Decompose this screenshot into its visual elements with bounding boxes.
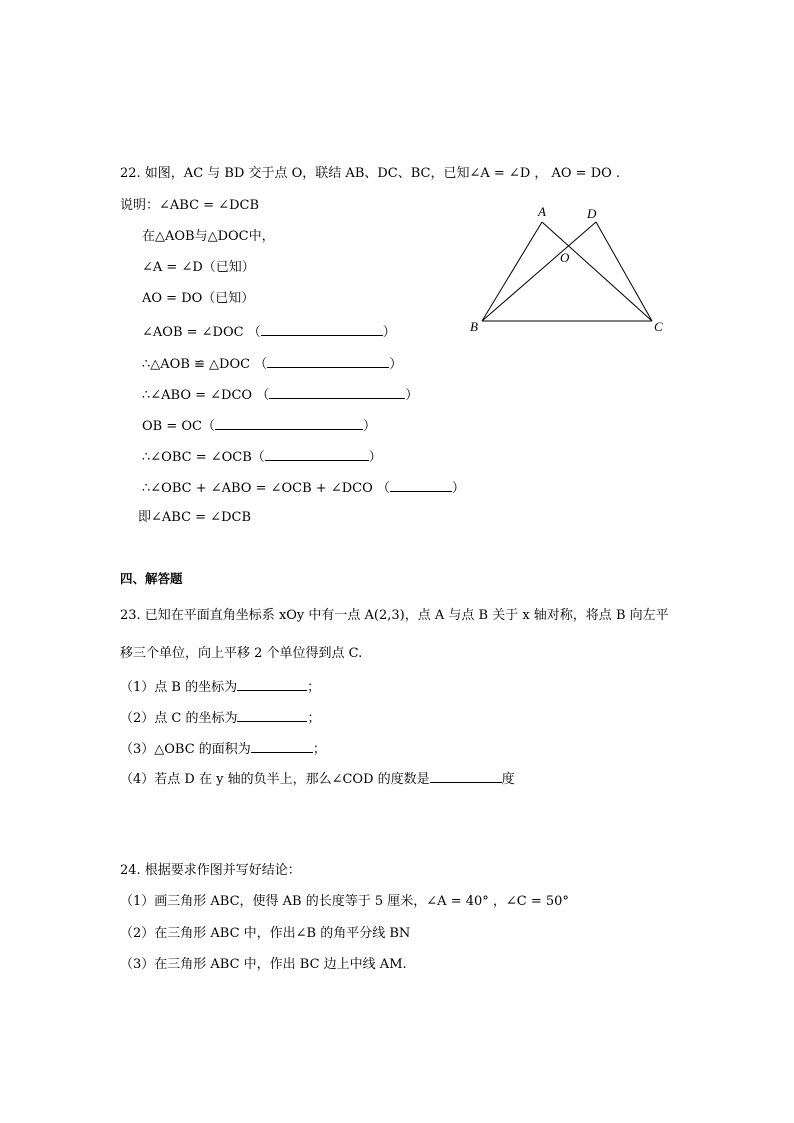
q22-step-3 — [142, 290, 254, 308]
label-A: A — [538, 204, 546, 219]
q22-step-9 — [142, 477, 465, 498]
q22-step-6 — [142, 384, 418, 405]
part-text: （3）△OBC 的面积为 — [120, 742, 251, 757]
segment-AB — [482, 222, 542, 321]
part-end: 度 — [501, 772, 515, 787]
q22-step-2 — [142, 259, 255, 277]
q24-part-2: （2）在三角形 ABC 中，作出∠B 的角平分线 BN — [120, 926, 411, 941]
segment-DB — [482, 222, 596, 321]
q23-stem-line-2: 移三个单位，向上平移 2 个单位得到点 C. — [120, 646, 363, 661]
step-text: ∠AOB = ∠DOC （ — [142, 325, 261, 340]
step-text: OB = OC（ — [142, 419, 215, 434]
part-end: ； — [307, 711, 321, 726]
answer-blank[interactable] — [237, 676, 307, 691]
q23-stem-line-1: 23. 已知在平面直角坐标系 xOy 中有一点 A(2,3)，点 A 与点 B 关于 x 轴对称，将点 B 向左平 — [120, 608, 669, 623]
step-text: 即∠ABC = ∠DCB — [138, 510, 251, 525]
step-close: ） — [368, 450, 382, 465]
label-D: D — [587, 206, 597, 221]
step-close: ） — [362, 419, 376, 434]
label-B: B — [470, 319, 478, 334]
answer-blank[interactable] — [261, 321, 383, 336]
answer-blank[interactable] — [251, 738, 313, 753]
q23-part-3 — [120, 738, 326, 759]
q24-stem: 24. 根据要求作图并写好结论： — [120, 863, 301, 878]
q23-part-2 — [120, 707, 321, 728]
step-close: ） — [382, 325, 396, 340]
part-text: （1）点 B 的坐标为 — [120, 680, 238, 695]
q22-step-8 — [142, 446, 382, 467]
answer-blank[interactable] — [215, 415, 363, 430]
label-C: C — [654, 319, 663, 334]
answer-blank[interactable] — [237, 707, 307, 722]
segment-DC — [596, 222, 652, 321]
answer-blank[interactable] — [390, 477, 452, 492]
q22-step-5 — [142, 353, 402, 374]
step-text: AO = DO（已知） — [142, 291, 255, 306]
q23-part-1 — [120, 676, 320, 697]
part-text: （2）点 C 的坐标为 — [120, 711, 238, 726]
answer-blank[interactable] — [430, 768, 502, 783]
q22-triangle-figure — [462, 200, 692, 340]
q22-stem: 22. 如图，AC 与 BD 交于点 O，联结 AB、DC、BC，已知∠A = ∠D ， AO = DO . — [120, 166, 621, 181]
step-text: ∠A = ∠D（已知） — [142, 260, 255, 275]
answer-blank[interactable] — [269, 384, 405, 399]
q24-part-3: （3）在三角形 ABC 中，作出 BC 边上中线 AM. — [120, 957, 407, 972]
step-close: ） — [405, 388, 419, 403]
answer-blank[interactable] — [267, 353, 389, 368]
q23-part-4 — [120, 768, 515, 789]
q22-step-1 — [142, 228, 275, 246]
label-O: O — [560, 250, 570, 265]
q22-step-10 — [138, 509, 251, 527]
step-text: ∴∠OBC = ∠OCB（ — [142, 450, 265, 465]
step-text: ∴∠ABO = ∠DCO （ — [142, 388, 270, 403]
step-close: ） — [389, 357, 403, 372]
step-close: ） — [451, 481, 465, 496]
step-text: 在△AOB与△DOC中， — [142, 229, 275, 244]
segment-AC — [542, 222, 652, 321]
step-text: ∴△AOB ≌ △DOC （ — [142, 357, 268, 372]
part-text: （4）若点 D 在 y 轴的负半上，那么∠COD 的度数是 — [120, 772, 430, 787]
q22-step-7 — [142, 415, 376, 436]
q22-explain: 说明：∠ABC = ∠DCB — [120, 198, 259, 213]
section-title: 四、解答题 — [120, 571, 183, 586]
part-end: ； — [312, 742, 326, 757]
part-end: ； — [307, 680, 321, 695]
answer-blank[interactable] — [265, 446, 369, 461]
q22-step-4 — [142, 321, 396, 342]
step-text: ∴∠OBC + ∠ABO = ∠OCB + ∠DCO （ — [142, 481, 390, 496]
q24-part-1: （1）画三角形 ABC，使得 AB 的长度等于 5 厘米，∠A = 40° ，∠C = 50° — [120, 894, 569, 909]
